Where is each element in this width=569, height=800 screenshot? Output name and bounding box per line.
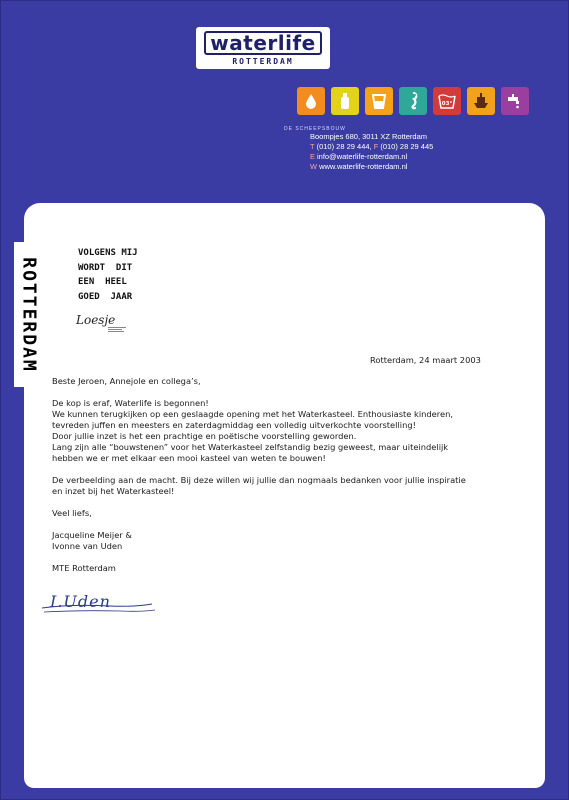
side-label — [14, 242, 44, 387]
motto-line: GOED JAAR — [78, 291, 133, 302]
email-label: E — [310, 152, 316, 161]
fax-number: (010) 28 29 445 — [380, 142, 434, 151]
loesje-signature — [76, 309, 156, 339]
salutation: Beste Jeroen, Annejole en collega’s, — [52, 376, 201, 386]
bottle-icon — [331, 87, 359, 115]
waterlife-logo — [196, 27, 330, 69]
paragraph-line: De kop is eraf, Waterlife is begonnen! — [52, 398, 209, 408]
address-phone-line — [310, 142, 544, 152]
tap-icon — [501, 87, 529, 115]
logo-word: waterlife — [204, 31, 321, 55]
organisation: MTE Rotterdam — [52, 563, 116, 573]
phone-label: T — [310, 142, 315, 151]
washing-icon — [433, 87, 461, 115]
seahorse-icon — [399, 87, 427, 115]
handwritten-signature — [40, 590, 160, 620]
paragraph-line: Door jullie inzet is het een prachtige en poëtische voorstelling geworden. — [52, 431, 357, 441]
letterhead-address — [284, 126, 544, 172]
motto-line: WORDT DIT — [78, 262, 133, 273]
washing-label: 03° — [441, 101, 453, 107]
phone-number: (010) 28 29 444, — [316, 142, 372, 151]
signatory: Jacqueline Meijer & — [52, 530, 132, 540]
address-email-line — [310, 152, 544, 162]
address-org: DE SCHEEPSBOUW — [284, 126, 346, 132]
letter-date: Rotterdam, 24 maart 2003 — [370, 355, 481, 365]
letter-text — [52, 376, 512, 574]
paragraph-line: De verbeelding aan de macht. Bij deze willen wij jullie dan nogmaals bedanken voor jullie inspiratie — [52, 475, 466, 485]
signatory: Ivonne van Uden — [52, 541, 123, 551]
loesje-motto — [78, 246, 138, 304]
paragraph-line: tevreden juffen en meesters en zaterdagmiddag een volledig uitverkochte voorstelling! — [52, 420, 416, 430]
loesje-fine-print — [108, 327, 126, 332]
theme-icons — [297, 87, 529, 115]
motto-line: EEN HEEL — [78, 277, 127, 287]
ship-icon — [467, 87, 495, 115]
signature-text: I.Uden — [50, 592, 111, 611]
closing: Veel liefs, — [52, 508, 92, 518]
glass-icon — [365, 87, 393, 115]
address-street: Boompjes 680, 3011 XZ Rotterdam — [310, 132, 428, 141]
email-address: info@waterlife-rotterdam.nl — [317, 152, 408, 161]
web-label: W — [310, 162, 318, 171]
drop-icon — [297, 87, 325, 115]
loesje-signature-text: Loesje — [76, 313, 116, 327]
paragraph-line: en inzet bij het Waterkasteel! — [52, 486, 175, 496]
fax-label: F — [373, 142, 379, 151]
logo-city: ROTTERDAM — [232, 56, 294, 66]
paragraph-line: hebben we er met elkaar een mooi kasteel van weten te bouwen! — [52, 453, 326, 463]
paragraph-line: We kunnen terugkijken op een geslaagde opening met het Waterkasteel. Enthousiaste kinderen, — [52, 409, 454, 419]
paragraph-line: Lang zijn alle “bouwstenen” voor het Waterkasteel zelfstandig bezig geweest, maar uiteindelijk — [52, 442, 449, 452]
motto-line: VOLGENS MIJ — [78, 248, 138, 258]
web-address: www.waterlife-rotterdam.nl — [319, 162, 408, 171]
side-label-text: ROTTERDAM — [18, 256, 40, 373]
address-web-line — [310, 162, 544, 172]
